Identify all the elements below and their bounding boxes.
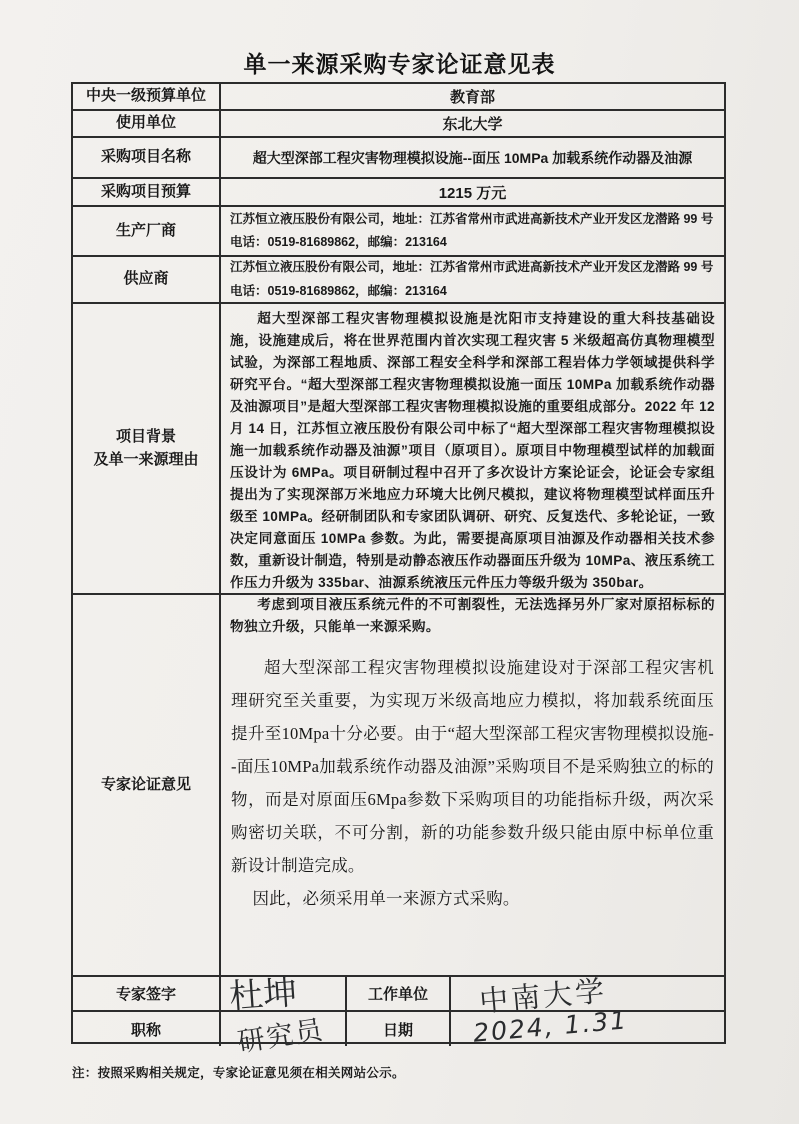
- row-project-budget: [73, 179, 724, 207]
- manufacturer-contact-line: 电话：0519-81689862，邮编：213164: [230, 235, 447, 249]
- background-paragraph-2: 考虑到项目液压系统元件的不可割裂性，无法选择另外厂家对原招标标的物独立升级，只能单一来源采购。: [230, 597, 715, 634]
- date-cell: [451, 1005, 724, 1048]
- supplier-label: 供应商: [73, 257, 221, 302]
- opinion-text: [221, 595, 724, 975]
- row-manufacturer: [73, 207, 724, 257]
- project-name-label: 采购项目名称: [73, 138, 221, 177]
- supplier-value: [221, 257, 724, 302]
- work-unit-label: 工作单位: [347, 977, 451, 1010]
- user-unit-value: 东北大学: [442, 116, 503, 133]
- row-opinion: [73, 595, 724, 977]
- opinion-paragraph-1: 超大型深部工程灾害物理模拟设施建设对于深部工程灾害机理研究至关重要，为实现万米级高地应力模拟，将加载系统面压提升至10Mpa十分必要。由于“超大型深部工程灾害物理模拟设施--面压10MPa加载系统作动器及油源”采购项目不是采购独立的标的物，而是对原面压6Mpa参数下采购项目的功能指标升级，两次采购密切关联，不可分割，新的功能参数升级只能由原中标单位重新设计制造完成。: [231, 658, 714, 875]
- date-label: 日期: [347, 1012, 451, 1046]
- background-label-line2: 及单一来源理由: [93, 450, 199, 468]
- project-budget-value: 1215 万元: [438, 184, 507, 202]
- row-background: [73, 304, 724, 634]
- row-supplier: [73, 257, 724, 304]
- budget-unit-value: 教育部: [449, 89, 495, 106]
- project-budget-label: 采购项目预算: [73, 179, 221, 205]
- job-title-label: 职称: [73, 1012, 221, 1046]
- row-expert-signature: [73, 972, 724, 1019]
- opinion-label: 专家论证意见: [73, 595, 221, 975]
- work-unit-handwriting: 中南大学: [477, 973, 609, 1019]
- form-table: [71, 82, 726, 1059]
- row-title-date: [73, 1005, 724, 1059]
- background-label-line1: 项目背景: [115, 428, 176, 445]
- opinion-paragraph-2: 因此，必须采用单一来源方式采购。: [252, 889, 520, 908]
- document-title: 单一来源采购专家论证意见表: [243, 51, 556, 77]
- expert-signature-cell: [221, 972, 347, 1018]
- project-name-value: 超大型深部工程灾害物理模拟设施--面压 10MPa 加载系统作动器及油源: [252, 149, 693, 166]
- row-user-unit: [73, 111, 724, 138]
- supplier-contact-line: 电话：0519-81689862，邮编：213164: [230, 283, 447, 298]
- footnote: 注：按照采购相关规定，专家论证意见须在相关网站公示。: [72, 1066, 405, 1080]
- background-label: [73, 304, 221, 593]
- manufacturer-value: [221, 207, 724, 255]
- work-unit-cell: [451, 973, 724, 1019]
- user-unit-label: 使用单位: [73, 111, 221, 136]
- supplier-address-line: 江苏恒立液压股份有限公司，地址：江苏省常州市武进高新技术产业开发区龙潜路 99 号: [230, 260, 714, 275]
- job-title-cell: [221, 1012, 347, 1059]
- row-project-name: [73, 138, 724, 179]
- row-budget-unit: [73, 84, 724, 111]
- date-handwriting: 2024, 1.31: [472, 1005, 630, 1048]
- budget-unit-label: 中央一级预算单位: [73, 84, 221, 109]
- background-paragraph-1: 超大型深部工程灾害物理模拟设施是沈阳市支持建设的重大科技基础设施，设施建成后，将在世界范围内首次实现工程灾害 5 米级超高仿真物理模型试验，为深部工程地质、深部工程安全科学和深部工程岩体力学领域提供科学研究平台。“超大型深部工程灾害物理模拟设施一面压 10MPa 加载系统作动器及油源项目”是超大型深部工程灾害物理模拟设施的重要组成部分。2022 年 12 月 14 日，江苏恒立液压股份有限公司中标了“超大型深部工程灾害物理模拟设施一加载系统作动器及油源”项目（原项目）。原项目中物理模型试样的加载面压设计为 6MPa。项目研制过程中召开了多次设计方案论证会，论证会专家组提出为了实现深部万米地应力环境大比例尺模拟，建议将物理模型试样面压升级至 10MPa。经研制团队和专家团队调研、研究、反复迭代、多轮论证，一致决定同意面压 10MPa 参数。为此，需要提高原项目油源及作动器相关技术参数，重新设计制造，特别是动静态液压作动器面压升级为 10MPa、液压系统工作压力升级为 335bar、油源系统液压元件压力等级升级为 350bar。: [230, 311, 715, 590]
- expert-signature-handwriting: 杜坤: [227, 972, 299, 1018]
- background-text: [221, 304, 724, 634]
- manufacturer-label: 生产厂商: [73, 207, 221, 255]
- expert-signature-label: 专家签字: [73, 977, 221, 1010]
- job-title-handwriting: 研究员: [235, 1014, 327, 1059]
- manufacturer-address-line: 江苏恒立液压股份有限公司，地址：江苏省常州市武进高新技术产业开发区龙潜路 99 号: [230, 211, 714, 226]
